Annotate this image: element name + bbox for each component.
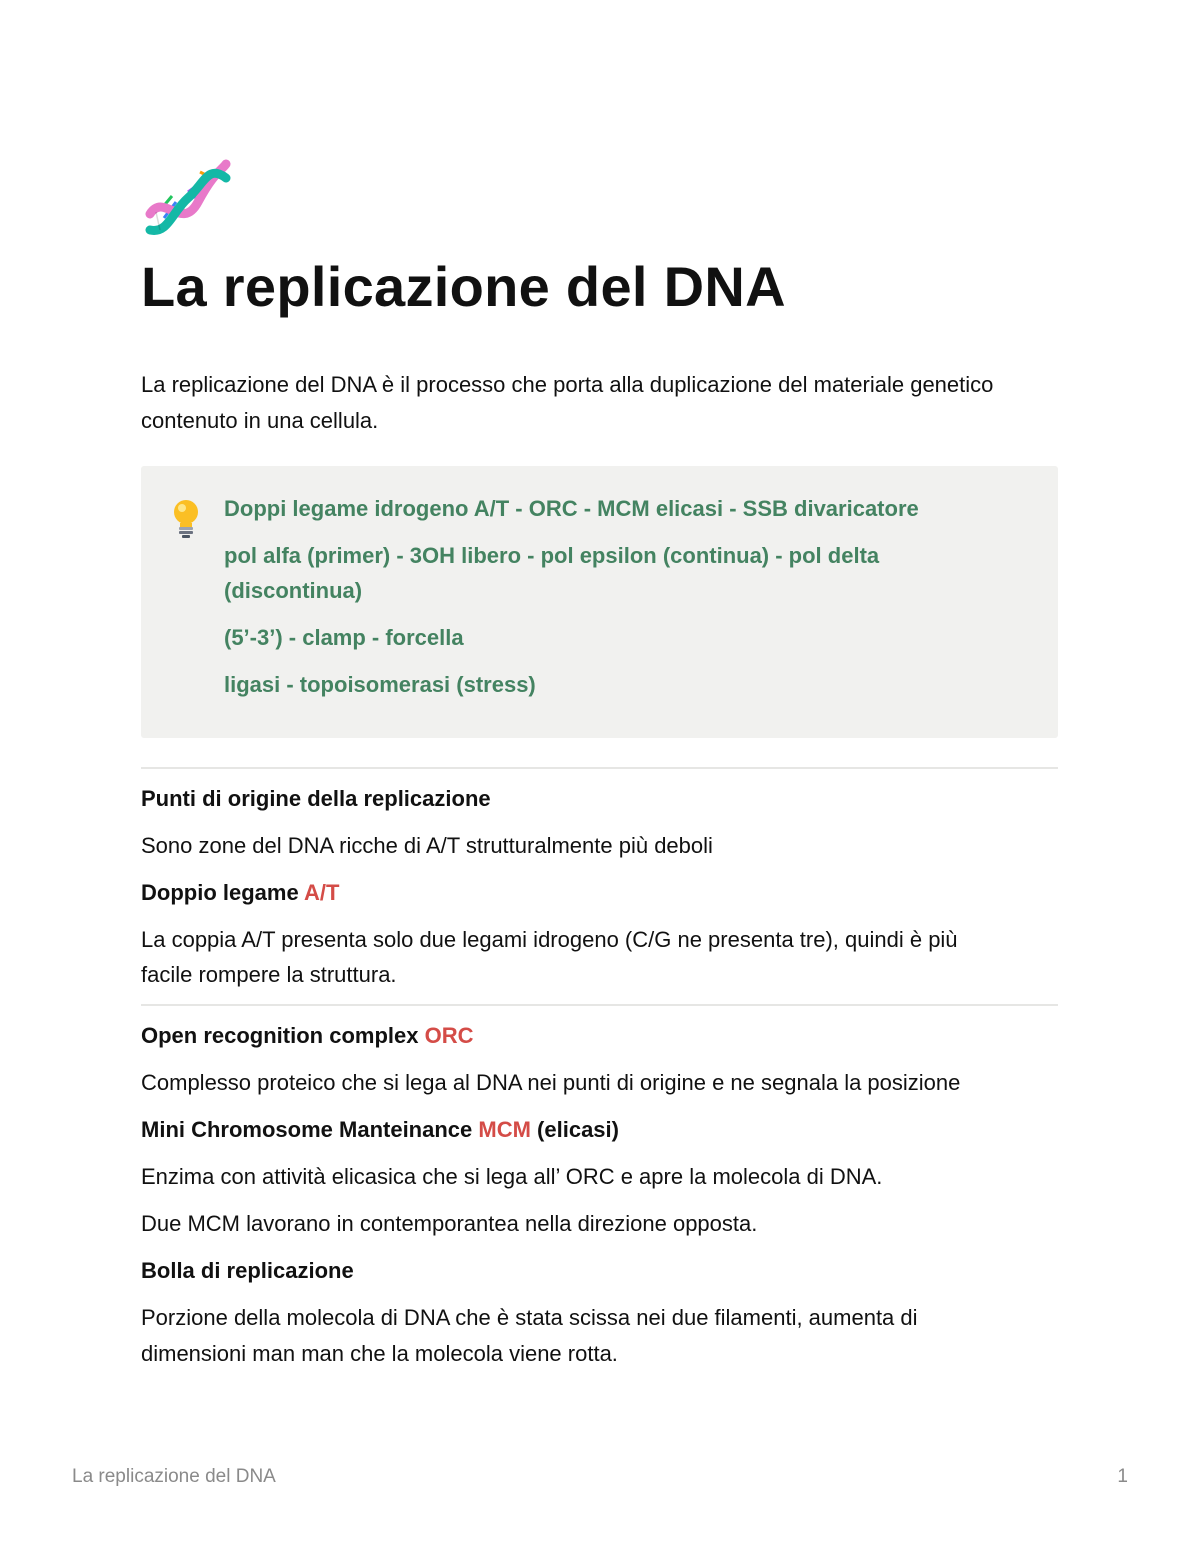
section-text-orc: Complesso proteico che si lega al DNA nei punti di origine e ne segnala la posizione [141,1070,961,1095]
callout-box [141,466,1058,738]
section-text-double: facile rompere la struttura. [141,962,397,987]
heading-text: Doppio legame [141,880,304,905]
section-heading-mcm [141,1112,1071,1147]
heading-text: Mini Chromosome Manteinance [141,1117,479,1142]
section-text-bolla: Porzione della molecola di DNA che è stata scissa nei due filamenti, aumenta di [141,1305,918,1330]
section-text-origin: Sono zone del DNA ricche di A/T strutturalmente più deboli [141,833,713,858]
callout-line: (discontinua) [224,578,363,603]
heading-accent: A/T [303,880,340,905]
divider [141,1004,1058,1006]
heading-text: Open recognition complex [141,1023,425,1048]
section-text-mcm: Due MCM lavorano in contemporantea nella direzione opposta. [141,1211,758,1236]
section-heading-origin: Punti di origine della replicazione [141,786,491,811]
section-text-bolla: dimensioni man man che la molecola viene rotta. [141,1341,618,1366]
footer-title: La replicazione del DNA [72,1466,276,1487]
callout-line: ligasi - topoisomerasi (stress) [224,672,536,697]
callout-line: pol alfa (primer) - 3OH libero - pol epsilon (continua) - pol delta [224,543,880,568]
divider [141,767,1058,769]
page-title: La replicazione del DNA [141,255,786,318]
section-heading-orc [141,1018,1071,1053]
callout-line: (5’-3’) - clamp - forcella [224,625,464,650]
heading-accent: ORC [424,1023,474,1048]
section-text-mcm: Enzima con attività elicasica che si lega all’ ORC e apre la molecola di DNA. [141,1164,883,1189]
callout-line: Doppi legame idrogeno A/T - ORC - MCM elicasi - SSB divaricatore [224,496,919,521]
section-text-double: La coppia A/T presenta solo due legami idrogeno (C/G ne presenta tre), quindi è più [141,927,958,952]
heading-accent: MCM [478,1117,531,1142]
intro-paragraph: La replicazione del DNA è il processo che porta alla duplicazione del materiale genetico contenuto in una cellula. [141,372,994,433]
page-number: 1 [1117,1466,1128,1487]
heading-suffix: (elicasi) [530,1117,619,1142]
section-heading-bolla: Bolla di replicazione [141,1258,354,1283]
dna-icon [142,152,232,236]
section-heading-double [141,875,1071,910]
lightbulb-icon [171,498,201,540]
